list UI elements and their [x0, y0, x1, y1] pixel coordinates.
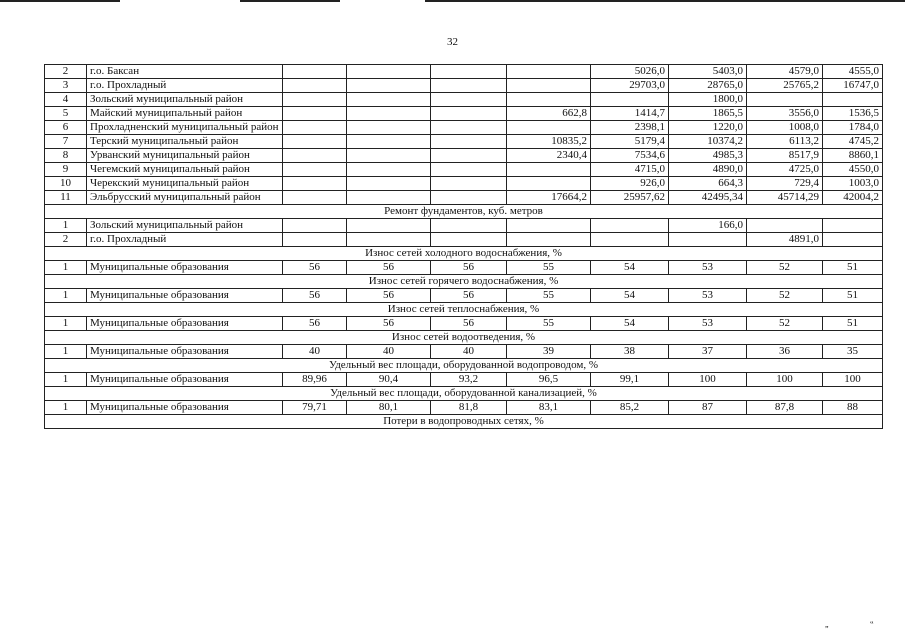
value-cell: 55: [507, 289, 591, 303]
section-title: Удельный вес площади, оборудованной канализацией, %: [45, 387, 883, 401]
value-cell: [431, 107, 507, 121]
corner-mark-left: „: [825, 620, 829, 629]
value-cell: 2340,4: [507, 149, 591, 163]
value-cell: 56: [431, 317, 507, 331]
table-row: [45, 233, 883, 247]
section-title: Износ сетей горячего водоснабжения, %: [45, 275, 883, 289]
value-cell: 53: [669, 289, 747, 303]
value-cell: [283, 93, 347, 107]
municipality-name: Майский муниципальный район: [87, 107, 283, 121]
value-cell: [283, 107, 347, 121]
value-cell: 10835,2: [507, 135, 591, 149]
value-cell: 80,1: [347, 401, 431, 415]
value-cell: 4745,2: [823, 135, 883, 149]
value-cell: 4890,0: [669, 163, 747, 177]
value-cell: [431, 219, 507, 233]
value-cell: 1003,0: [823, 177, 883, 191]
value-cell: 42495,34: [669, 191, 747, 205]
value-cell: [283, 177, 347, 191]
value-cell: [431, 177, 507, 191]
table-row: [45, 107, 883, 121]
municipality-name: Урванский муниципальный район: [87, 149, 283, 163]
value-cell: [347, 149, 431, 163]
row-number: 1: [45, 373, 87, 387]
value-cell: [823, 219, 883, 233]
value-cell: 56: [283, 289, 347, 303]
value-cell: 664,3: [669, 177, 747, 191]
municipality-name: Черекский муниципальный район: [87, 177, 283, 191]
row-number: 8: [45, 149, 87, 163]
data-table: [44, 64, 883, 429]
section-row: [45, 275, 883, 289]
municipality-name: Муниципальные образования: [87, 261, 283, 275]
value-cell: [431, 65, 507, 79]
value-cell: 1865,5: [669, 107, 747, 121]
value-cell: 1414,7: [591, 107, 669, 121]
value-cell: 39: [507, 345, 591, 359]
table-row: [45, 317, 883, 331]
value-cell: 51: [823, 289, 883, 303]
row-number: 2: [45, 233, 87, 247]
value-cell: [431, 135, 507, 149]
value-cell: 56: [347, 261, 431, 275]
value-cell: 2398,1: [591, 121, 669, 135]
value-cell: 1008,0: [747, 121, 823, 135]
table-row: [45, 149, 883, 163]
value-cell: [347, 135, 431, 149]
table-row: [45, 401, 883, 415]
value-cell: 56: [283, 261, 347, 275]
table-row: [45, 191, 883, 205]
row-number: 5: [45, 107, 87, 121]
value-cell: [347, 93, 431, 107]
value-cell: 81,8: [431, 401, 507, 415]
value-cell: 4555,0: [823, 65, 883, 79]
section-row: [45, 387, 883, 401]
municipality-name: г.о. Баксан: [87, 65, 283, 79]
value-cell: 52: [747, 261, 823, 275]
value-cell: 5026,0: [591, 65, 669, 79]
value-cell: 54: [591, 261, 669, 275]
table-row: [45, 219, 883, 233]
value-cell: 1220,0: [669, 121, 747, 135]
value-cell: 83,1: [507, 401, 591, 415]
value-cell: [347, 79, 431, 93]
value-cell: [431, 121, 507, 135]
value-cell: [507, 93, 591, 107]
value-cell: 4550,0: [823, 163, 883, 177]
value-cell: 54: [591, 317, 669, 331]
value-cell: [591, 219, 669, 233]
page-number: 32: [447, 36, 458, 48]
value-cell: 8517,9: [747, 149, 823, 163]
municipality-name: Прохладненский муниципальный район: [87, 121, 283, 135]
municipality-name: Зольский муниципальный район: [87, 93, 283, 107]
value-cell: [507, 163, 591, 177]
value-cell: [347, 177, 431, 191]
value-cell: 52: [747, 317, 823, 331]
value-cell: 25765,2: [747, 79, 823, 93]
value-cell: [431, 191, 507, 205]
value-cell: 8860,1: [823, 149, 883, 163]
value-cell: [823, 233, 883, 247]
value-cell: 79,71: [283, 401, 347, 415]
section-title: Износ сетей водоотведения, %: [45, 331, 883, 345]
section-title: Ремонт фундаментов, куб. метров: [45, 205, 883, 219]
value-cell: [283, 191, 347, 205]
value-cell: 53: [669, 317, 747, 331]
value-cell: [347, 107, 431, 121]
value-cell: 96,5: [507, 373, 591, 387]
value-cell: 10374,2: [669, 135, 747, 149]
value-cell: 28765,0: [669, 79, 747, 93]
top-rule-right: [425, 0, 905, 2]
value-cell: 4985,3: [669, 149, 747, 163]
value-cell: 85,2: [591, 401, 669, 415]
section-row: [45, 303, 883, 317]
table-row: [45, 79, 883, 93]
value-cell: 51: [823, 317, 883, 331]
value-cell: [507, 65, 591, 79]
municipality-name: Муниципальные образования: [87, 345, 283, 359]
table-row: [45, 93, 883, 107]
section-title: Удельный вес площади, оборудованной водопроводом, %: [45, 359, 883, 373]
value-cell: 37: [669, 345, 747, 359]
value-cell: [507, 177, 591, 191]
value-cell: 40: [431, 345, 507, 359]
table-row: [45, 65, 883, 79]
value-cell: [347, 121, 431, 135]
value-cell: 100: [823, 373, 883, 387]
section-row: [45, 205, 883, 219]
value-cell: 53: [669, 261, 747, 275]
value-cell: 56: [431, 261, 507, 275]
value-cell: 5403,0: [669, 65, 747, 79]
value-cell: [747, 93, 823, 107]
value-cell: 25957,62: [591, 191, 669, 205]
municipality-name: г.о. Прохладный: [87, 79, 283, 93]
value-cell: [283, 219, 347, 233]
value-cell: 4579,0: [747, 65, 823, 79]
section-row: [45, 331, 883, 345]
value-cell: 16747,0: [823, 79, 883, 93]
value-cell: [823, 93, 883, 107]
section-title: Потери в водопроводных сетях, %: [45, 415, 883, 429]
row-number: 1: [45, 317, 87, 331]
municipality-name: Зольский муниципальный район: [87, 219, 283, 233]
value-cell: 1784,0: [823, 121, 883, 135]
value-cell: [347, 233, 431, 247]
value-cell: 17664,2: [507, 191, 591, 205]
top-rule-middle: [240, 0, 340, 2]
section-title: Износ сетей холодного водоснабжения, %: [45, 247, 883, 261]
value-cell: 90,4: [347, 373, 431, 387]
row-number: 1: [45, 261, 87, 275]
value-cell: 4715,0: [591, 163, 669, 177]
value-cell: [283, 135, 347, 149]
row-number: 10: [45, 177, 87, 191]
value-cell: [283, 233, 347, 247]
section-row: [45, 415, 883, 429]
value-cell: 36: [747, 345, 823, 359]
value-cell: 56: [347, 289, 431, 303]
value-cell: [283, 163, 347, 177]
row-number: 7: [45, 135, 87, 149]
value-cell: 166,0: [669, 219, 747, 233]
value-cell: [347, 219, 431, 233]
value-cell: 93,2: [431, 373, 507, 387]
value-cell: 56: [431, 289, 507, 303]
value-cell: 3556,0: [747, 107, 823, 121]
value-cell: 7534,6: [591, 149, 669, 163]
value-cell: 56: [283, 317, 347, 331]
value-cell: 4891,0: [747, 233, 823, 247]
value-cell: 40: [347, 345, 431, 359]
municipality-name: Муниципальные образования: [87, 317, 283, 331]
section-row: [45, 359, 883, 373]
value-cell: 29703,0: [591, 79, 669, 93]
municipality-name: Муниципальные образования: [87, 289, 283, 303]
value-cell: 56: [347, 317, 431, 331]
table-row: [45, 163, 883, 177]
value-cell: [283, 79, 347, 93]
value-cell: 1536,5: [823, 107, 883, 121]
municipality-name: Чегемский муниципальный район: [87, 163, 283, 177]
row-number: 1: [45, 401, 87, 415]
row-number: 4: [45, 93, 87, 107]
section-title: Износ сетей теплоснабжения, %: [45, 303, 883, 317]
table-row: [45, 121, 883, 135]
value-cell: 100: [747, 373, 823, 387]
municipality-name: Муниципальные образования: [87, 401, 283, 415]
value-cell: [507, 121, 591, 135]
value-cell: [507, 79, 591, 93]
value-cell: 87,8: [747, 401, 823, 415]
table-row: [45, 289, 883, 303]
value-cell: 729,4: [747, 177, 823, 191]
value-cell: 89,96: [283, 373, 347, 387]
row-number: 11: [45, 191, 87, 205]
value-cell: 100: [669, 373, 747, 387]
value-cell: 87: [669, 401, 747, 415]
section-row: [45, 247, 883, 261]
value-cell: [347, 163, 431, 177]
value-cell: 6113,2: [747, 135, 823, 149]
value-cell: 5179,4: [591, 135, 669, 149]
row-number: 6: [45, 121, 87, 135]
value-cell: 55: [507, 261, 591, 275]
row-number: 2: [45, 65, 87, 79]
value-cell: [431, 163, 507, 177]
value-cell: 4725,0: [747, 163, 823, 177]
value-cell: [507, 219, 591, 233]
row-number: 1: [45, 345, 87, 359]
municipality-name: Эльбрусский муниципальный район: [87, 191, 283, 205]
value-cell: [283, 65, 347, 79]
top-rule-left: [0, 0, 120, 2]
value-cell: [283, 149, 347, 163]
value-cell: 662,8: [507, 107, 591, 121]
value-cell: 38: [591, 345, 669, 359]
municipality-name: г.о. Прохладный: [87, 233, 283, 247]
row-number: 1: [45, 289, 87, 303]
value-cell: [747, 219, 823, 233]
table-row: [45, 261, 883, 275]
row-number: 9: [45, 163, 87, 177]
row-number: 3: [45, 79, 87, 93]
value-cell: [347, 191, 431, 205]
value-cell: [431, 79, 507, 93]
table-row: [45, 135, 883, 149]
municipality-name: Муниципальные образования: [87, 373, 283, 387]
value-cell: 926,0: [591, 177, 669, 191]
value-cell: 51: [823, 261, 883, 275]
municipality-name: Терский муниципальный район: [87, 135, 283, 149]
value-cell: [507, 233, 591, 247]
value-cell: [591, 233, 669, 247]
value-cell: 40: [283, 345, 347, 359]
table-row: [45, 177, 883, 191]
value-cell: [431, 233, 507, 247]
value-cell: [669, 233, 747, 247]
value-cell: 45714,29: [747, 191, 823, 205]
table-row: [45, 373, 883, 387]
value-cell: 1800,0: [669, 93, 747, 107]
row-number: 1: [45, 219, 87, 233]
value-cell: [431, 149, 507, 163]
value-cell: [591, 93, 669, 107]
value-cell: 55: [507, 317, 591, 331]
value-cell: [283, 121, 347, 135]
value-cell: 35: [823, 345, 883, 359]
value-cell: 99,1: [591, 373, 669, 387]
value-cell: [347, 65, 431, 79]
value-cell: 54: [591, 289, 669, 303]
value-cell: 42004,2: [823, 191, 883, 205]
value-cell: 52: [747, 289, 823, 303]
value-cell: [431, 93, 507, 107]
table-row: [45, 345, 883, 359]
value-cell: 88: [823, 401, 883, 415]
corner-mark-right: ‟: [870, 620, 874, 629]
